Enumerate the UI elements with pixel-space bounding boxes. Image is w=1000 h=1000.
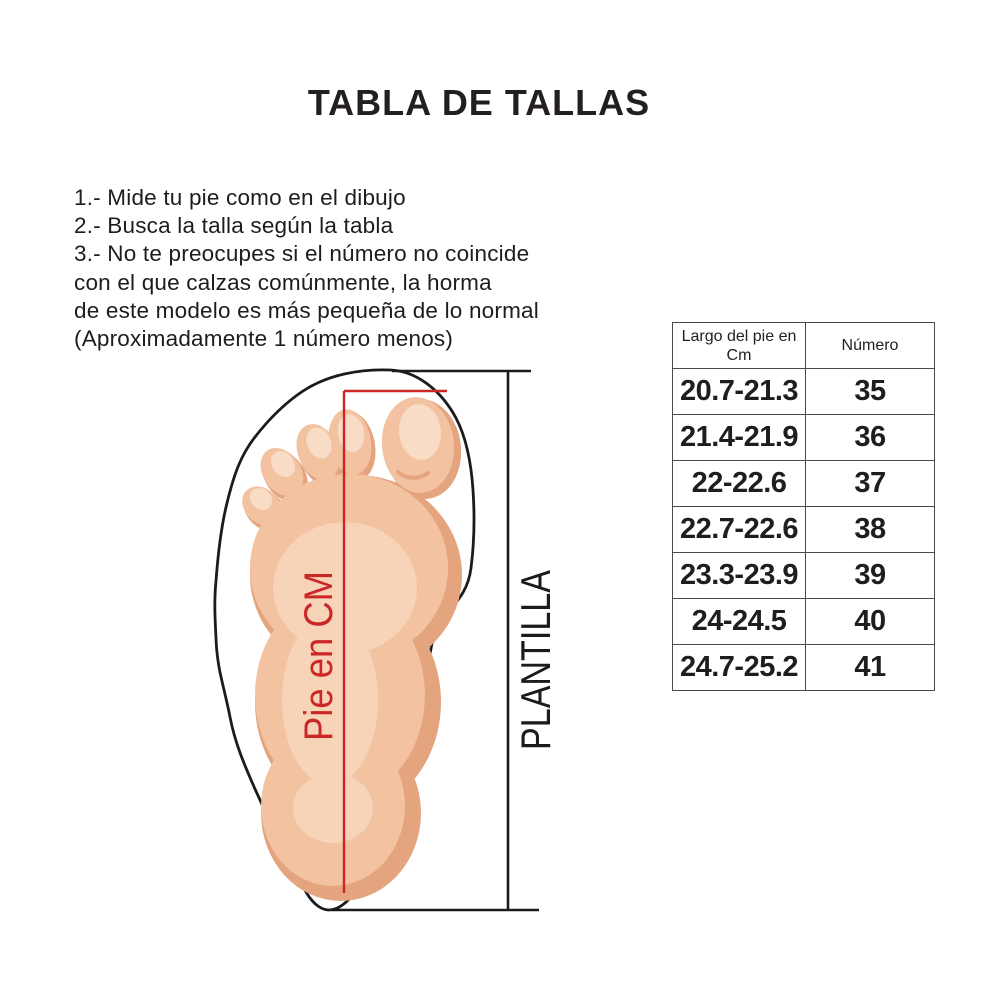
- table-row: [673, 369, 935, 415]
- table-cell: 37: [806, 461, 935, 507]
- table-header-foot-length: Largo del pie en Cm: [673, 323, 806, 369]
- foot-measurement-diagram: [180, 340, 600, 965]
- table-row: [673, 645, 935, 691]
- table-cell: 40: [806, 599, 935, 645]
- table-cell: 41: [806, 645, 935, 691]
- table-cell: 36: [806, 415, 935, 461]
- instruction-line: 2.- Busca la talla según la tabla: [74, 213, 394, 239]
- table-cell: 24-24.5: [673, 599, 806, 645]
- table-cell: 22.7-22.6: [673, 507, 806, 553]
- size-table-body: [673, 369, 935, 691]
- table-row: [673, 461, 935, 507]
- foot-length-label: Pie en CM: [297, 554, 341, 741]
- table-cell: 22-22.6: [673, 461, 806, 507]
- table-cell: 23.3-23.9: [673, 553, 806, 599]
- table-header-size-number: Número: [806, 323, 935, 369]
- instruction-line: 3.- No te preocupes si el número no coincide: [74, 241, 530, 267]
- table-cell: 21.4-21.9: [673, 415, 806, 461]
- instruction-line: 1.- Mide tu pie como en el dibujo: [74, 185, 406, 210]
- table-row: [673, 553, 935, 599]
- page-title: TABLA DE TALLAS: [307, 82, 651, 123]
- size-table: [672, 322, 935, 691]
- table-cell: 39: [806, 553, 935, 599]
- instructions: [74, 184, 614, 353]
- instruction-line: (Aproximadamente 1 número menos): [74, 326, 454, 352]
- instruction-line: de este modelo es más pequeña de lo normal: [74, 297, 539, 323]
- table-cell: 20.7-21.3: [673, 369, 806, 415]
- table-cell: 35: [806, 369, 935, 415]
- table-cell: 38: [806, 507, 935, 553]
- table-row: [673, 599, 935, 645]
- table-row: [673, 415, 935, 461]
- table-header-row: [673, 323, 935, 369]
- table-cell: 24.7-25.2: [673, 645, 806, 691]
- instruction-line: con el que calzas comúnmente, la horma: [74, 269, 492, 295]
- insole-label: PLANTILLA: [512, 528, 559, 750]
- table-row: [673, 507, 935, 553]
